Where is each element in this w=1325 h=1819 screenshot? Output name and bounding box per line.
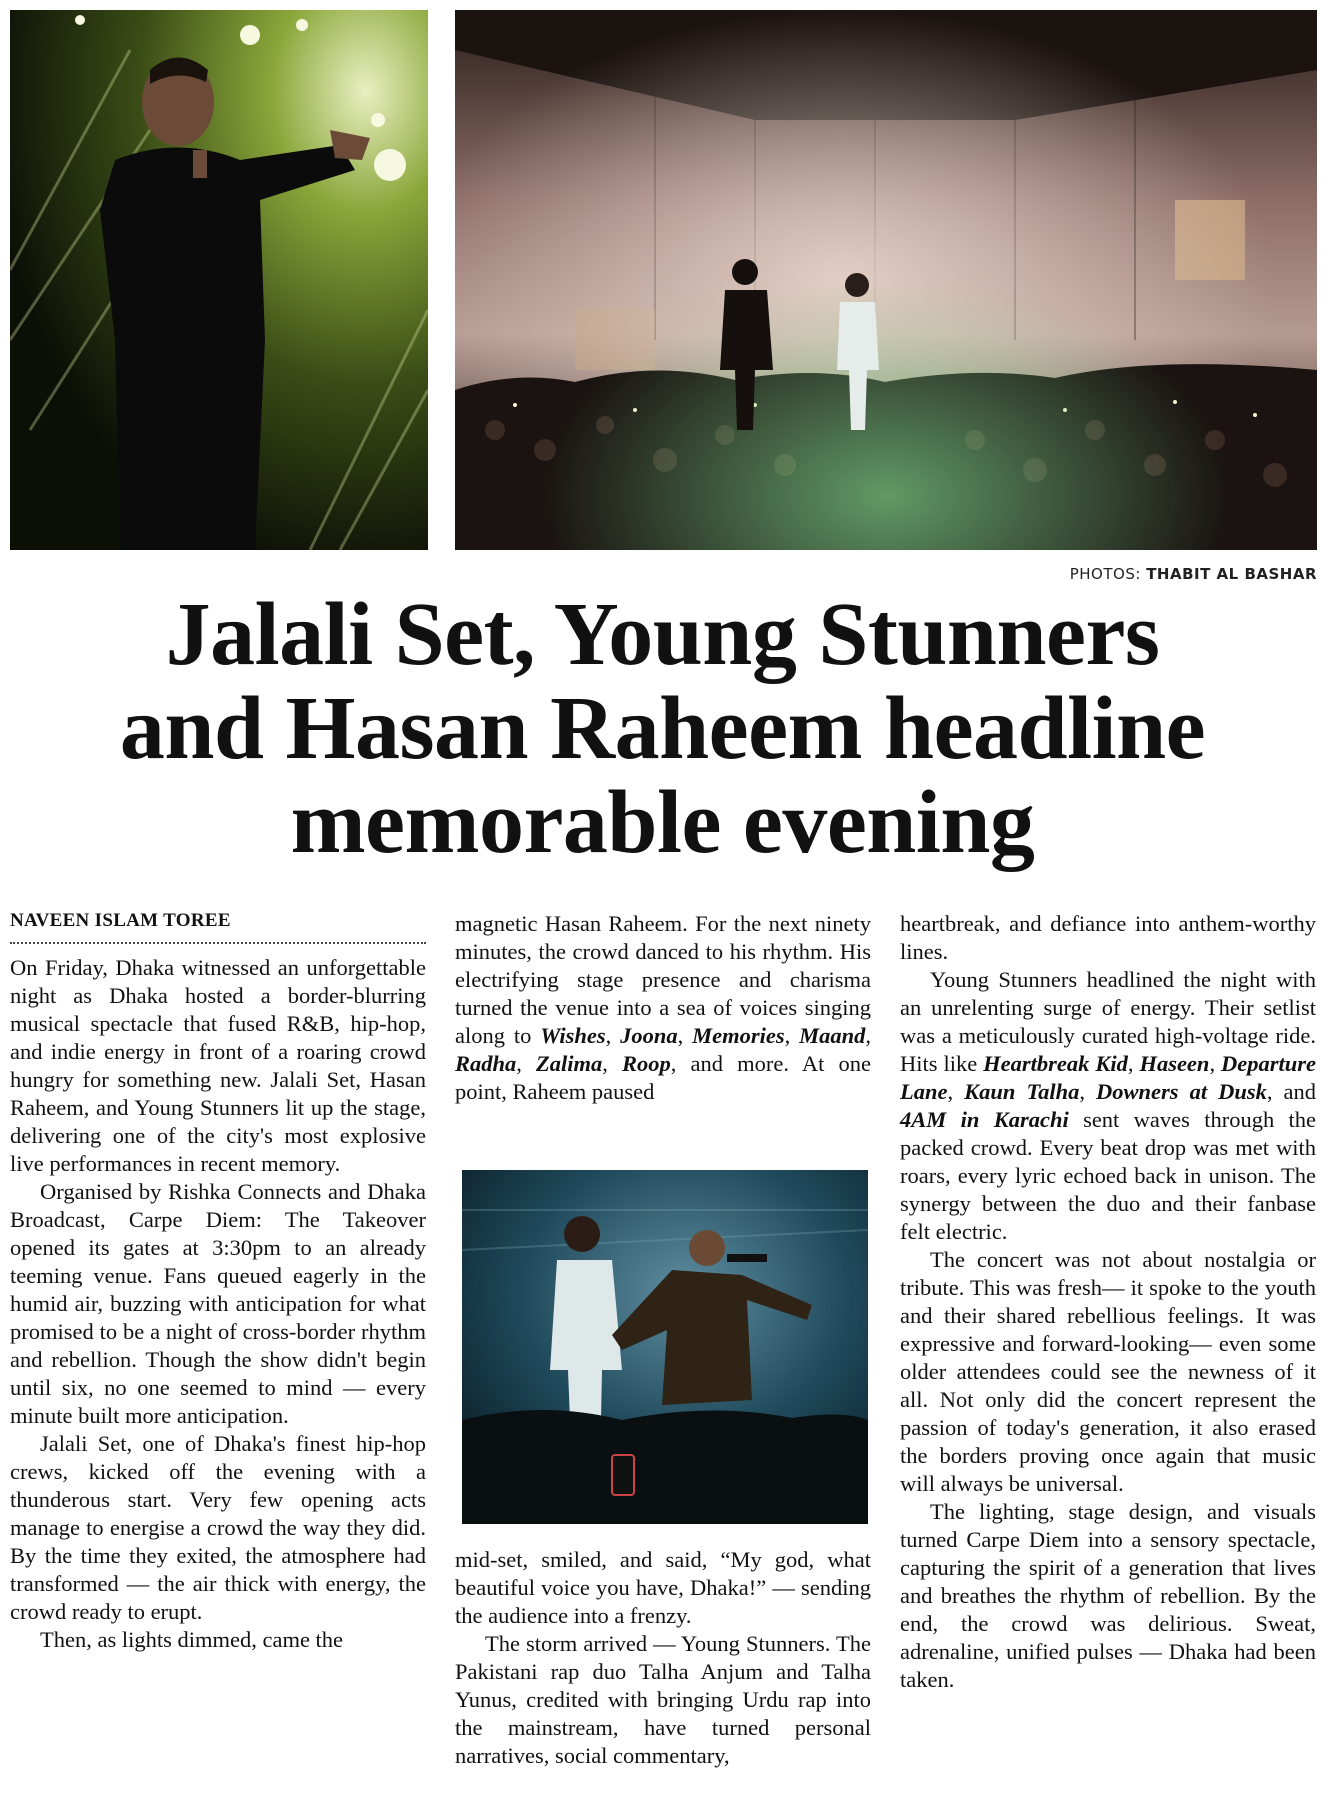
- paragraph: Young Stunners headlined the night with an unrelenting surge of energy. Their setlist was a meticulously curated high-voltage ride. Hits like Heartbreak Kid, Haseen, Departure Lane, Kaun Talha, Downers at Dusk, and 4AM in Karachi sent waves through the packed crowd. Every beat drop was met with roars, every lyric echoed back in unison. The synergy between the duo and their fanbase felt electric.: [900, 967, 1317, 1244]
- paragraph-text: Young Stunners headlined the night with an unrelenting surge of energy. Their setlist was a meticulously curated high-voltage ride. Hits like: [900, 967, 1316, 1076]
- headline: [0, 585, 1325, 872]
- song-title: Memories: [692, 1023, 785, 1048]
- paragraph: The lighting, stage design, and visuals turned Carpe Diem into a sensory spectacle, capturing the spirit of a generation that lives and breathes the rhythm of rebellion. By the end, the crowd was delirious. Sweat, adrenaline, unified pulses — Dhaka had been taken.: [900, 1499, 1316, 1692]
- song-title: Departure Lane: [900, 1051, 1317, 1104]
- paragraph: Then, as lights dimmed, came the: [40, 1627, 344, 1652]
- article-column-2-continued: [455, 1546, 871, 1770]
- song-title: Haseen: [1139, 1051, 1210, 1076]
- song-title: Maand: [799, 1023, 866, 1048]
- paragraph-text: and more. At one point, Raheem paused: [455, 1051, 872, 1104]
- song-title: Downers at Dusk: [1096, 1079, 1267, 1104]
- paragraph: magnetic Hasan Raheem. For the next ninety minutes, the crowd danced to his rhythm. His electrifying stage presence and charisma turned the venue into a sea of voices singing along to Wishes, Joona, Memories, Maand, Radha, Zalima, Roop, and more. At one point, Raheem paused: [455, 911, 872, 1104]
- photo-performer-pointing: [10, 10, 428, 550]
- song-title: 4AM in Karachi: [900, 1107, 1069, 1132]
- song-title: Heartbreak Kid: [983, 1051, 1128, 1076]
- song-title: Wishes: [540, 1023, 606, 1048]
- photo-credit: [1070, 565, 1317, 583]
- photo-young-stunners-stage: [462, 1170, 868, 1524]
- byline: NAVEEN ISLAM TOREE: [10, 910, 426, 944]
- headline-line-1: Jalali Set, Young Stunners: [165, 585, 1160, 684]
- song-title: Radha: [455, 1051, 517, 1076]
- article-column-1: [10, 910, 426, 1654]
- paragraph: Organised by Rishka Connects and Dhaka Broadcast, Carpe Diem: The Takeover opened its gates at 3:30pm to an already teeming venue. Fans queued eagerly in the humid air, buzzing with anticipation for what promised to be a night of cross-border rhythm and rebellion. Though the show didn't begin until six, no one seemed to mind — every minute built more anticipation.: [10, 1179, 426, 1428]
- song-title: Roop: [622, 1051, 671, 1076]
- article-column-2: [455, 910, 871, 1106]
- photo-credit-label: PHOTOS:: [1069, 565, 1141, 583]
- photo-concert-crowd: [455, 10, 1317, 550]
- song-title: Joona: [620, 1023, 678, 1048]
- song-title: Kaun Talha: [964, 1079, 1080, 1104]
- article-column-3: [900, 910, 1316, 1694]
- paragraph-text: magnetic Hasan Raheem. For the next ninety minutes, the crowd danced to his rhythm. His electrifying stage presence and charisma turned the venue into a sea of voices singing along to: [455, 911, 871, 1048]
- headline-line-3: memorable evening: [290, 773, 1035, 872]
- paragraph: mid-set, smiled, and said, “My god, what beautiful voice you have, Dhaka!” — sending the audience into a frenzy.: [455, 1547, 871, 1628]
- paragraph: heartbreak, and defiance into anthem-worthy lines.: [900, 911, 1316, 964]
- song-title: Zalima: [536, 1051, 603, 1076]
- paragraph: The concert was not about nostalgia or tribute. This was fresh— it spoke to the youth and their shared rebellious feelings. It was expressive and forward-looking— even some older attendees could see the newness of it all. Not only did the concert represent the passion of today's generation, it also erased the borders proving once again that music will always be universal.: [900, 1247, 1316, 1496]
- paragraph-text: sent waves through the packed crowd. Every beat drop was met with roars, every lyric echoed back in unison. The synergy between the duo and their fanbase felt electric.: [900, 1107, 1317, 1244]
- paragraph: Jalali Set, one of Dhaka's finest hip-hop crews, kicked off the evening with a thunderous start. Very few opening acts manage to energise a crowd the way they did. By the time they exited, the atmosphere had transformed — the air thick with energy, the crowd ready to erupt.: [10, 1431, 426, 1624]
- paragraph: The storm arrived — Young Stunners. The Pakistani rap duo Talha Anjum and Talha Yunus, credited with bringing Urdu rap into the mainstream, have turned personal narratives, social commentary,: [455, 1631, 871, 1768]
- headline-line-2: and Hasan Raheem headline: [119, 679, 1206, 778]
- paragraph: On Friday, Dhaka witnessed an unforgettable night as Dhaka hosted a border-blurring musical spectacle that fused R&B, hip-hop, and indie energy in front of a roaring crowd hungry for something new. Jalali Set, Hasan Raheem, and Young Stunners lit up the stage, delivering one of the city's most explosive live performances in recent memory.: [10, 955, 426, 1176]
- photographer-name: THABIT AL BASHAR: [1146, 565, 1317, 583]
